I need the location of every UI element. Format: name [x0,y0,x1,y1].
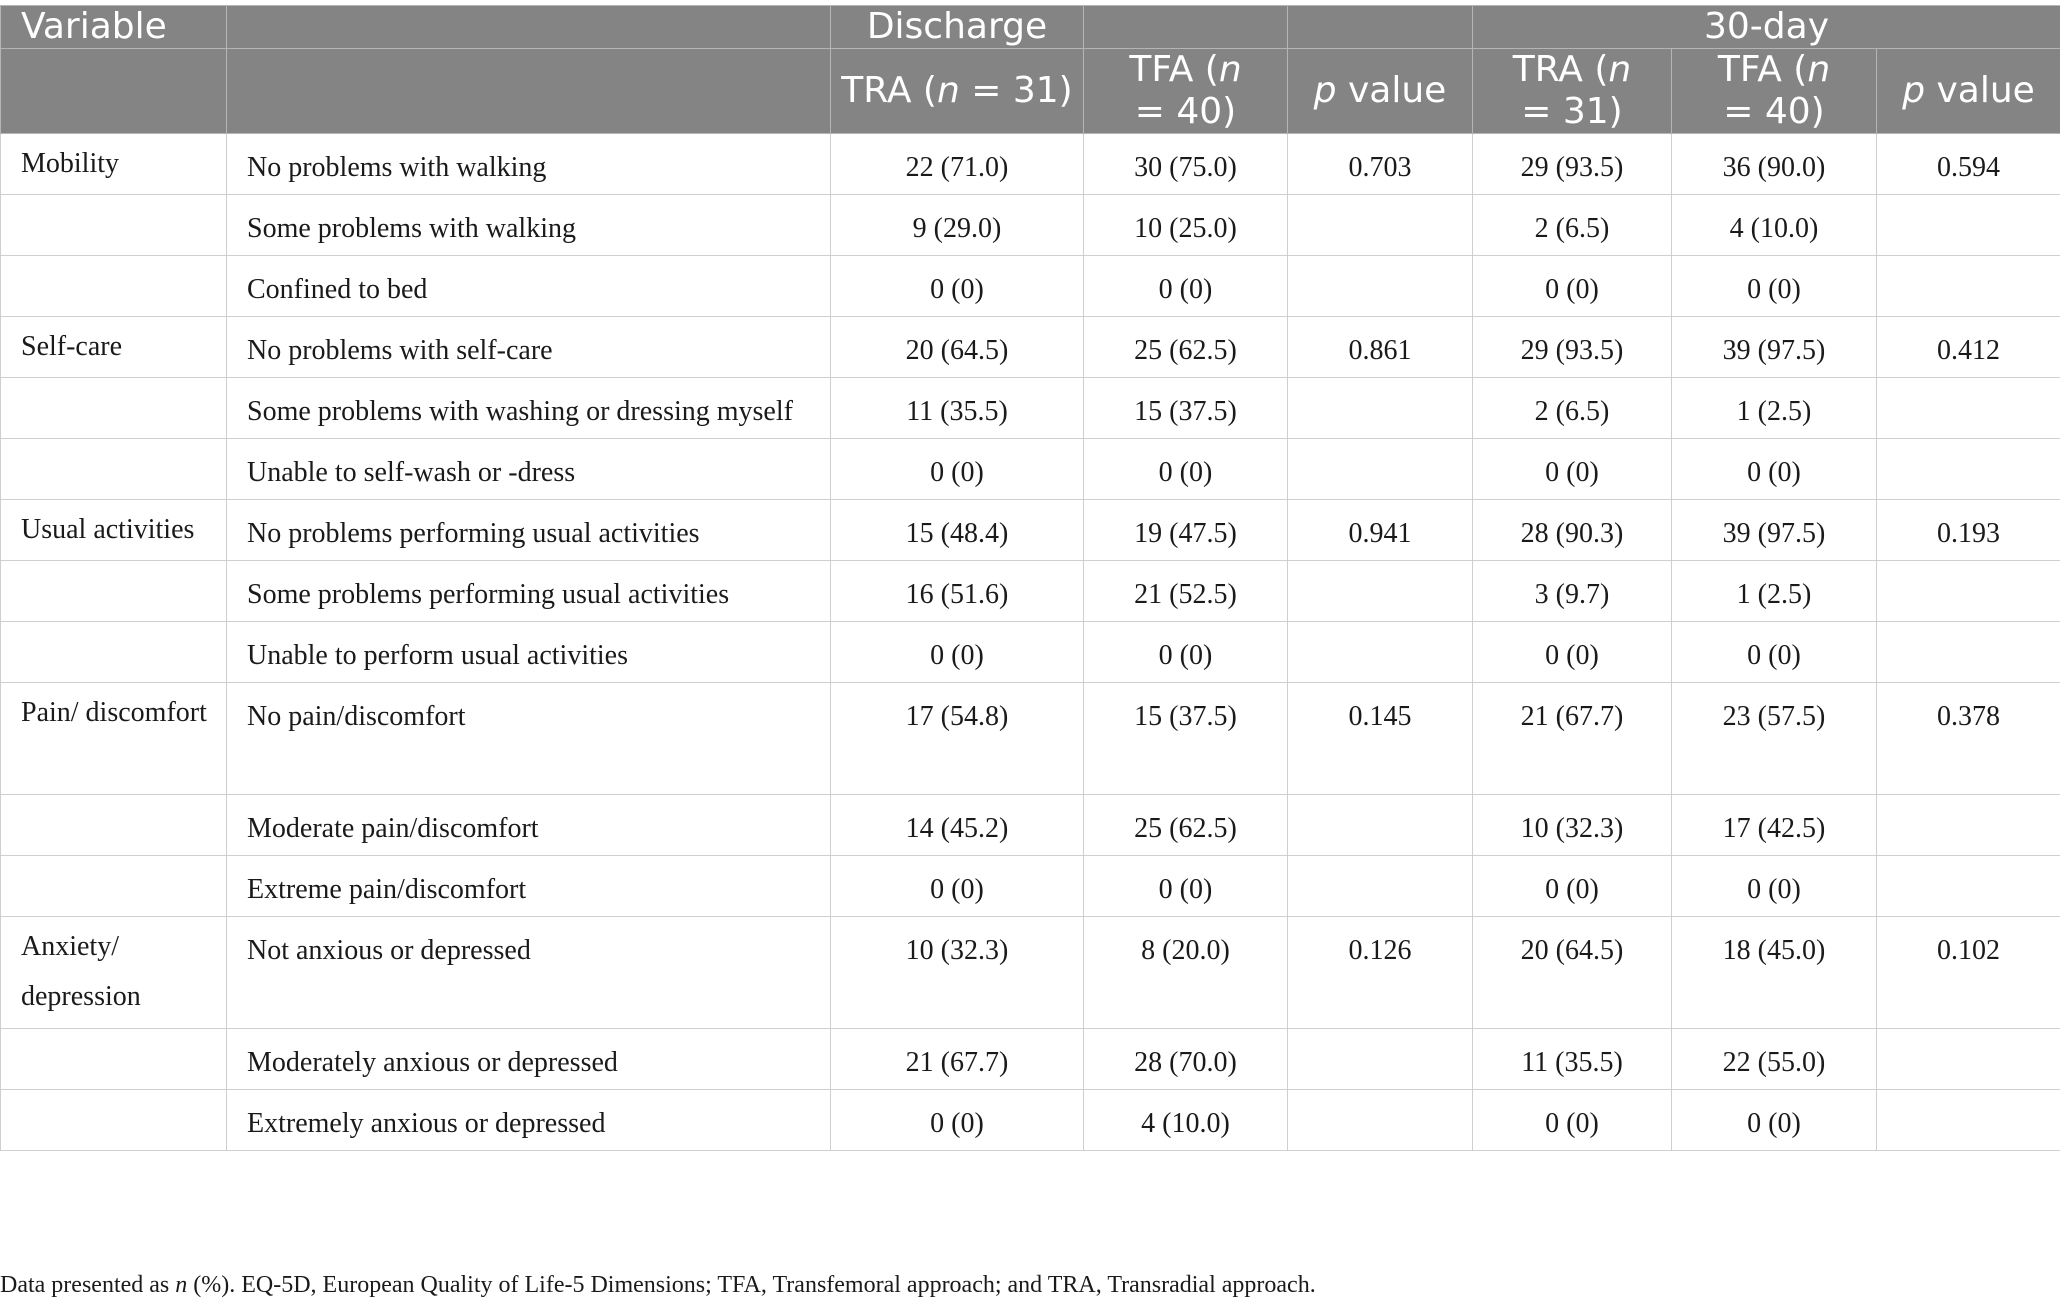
variable-cell [1,1090,227,1151]
category-cell: No problems with self-care [227,317,831,378]
blank-header [1,49,227,134]
category-cell: No problems performing usual activities [227,500,831,561]
tfa-30-cell: 39 (97.5) [1672,317,1877,378]
tra-discharge-cell: 0 (0) [831,1090,1084,1151]
table-row [1,195,2060,256]
variable-cell [1,378,227,439]
variable-cell: Self-care [1,317,227,378]
category-cell: Some problems performing usual activities [227,561,831,622]
p-30-cell [1877,1090,2060,1151]
tra-discharge-cell: 15 (48.4) [831,500,1084,561]
category-cell: Some problems with washing or dressing myself [227,378,831,439]
tfa-30-label: TFA (n = 40) [1717,49,1831,132]
tra-30-cell: 0 (0) [1473,856,1672,917]
variable-cell [1,256,227,317]
category-cell: Confined to bed [227,256,831,317]
p-discharge-header [1288,49,1473,134]
p-30-cell [1877,439,2060,500]
tra-discharge-cell: 20 (64.5) [831,317,1084,378]
tfa-30-cell: 0 (0) [1672,256,1877,317]
table-row [1,1090,2060,1151]
tfa-30-cell: 4 (10.0) [1672,195,1877,256]
variable-cell: Mobility [1,134,227,195]
header-row-groups [1,6,2060,49]
table-row [1,1029,2060,1090]
tra-30-cell: 21 (67.7) [1473,683,1672,795]
tra-discharge-cell: 0 (0) [831,622,1084,683]
tra-30-cell: 28 (90.3) [1473,500,1672,561]
table-row [1,795,2060,856]
tfa-discharge-cell: 25 (62.5) [1084,795,1288,856]
discharge-header-span [1288,6,1473,49]
table-row [1,561,2060,622]
tfa-discharge-cell: 25 (62.5) [1084,317,1288,378]
variable-cell: Usual activities [1,500,227,561]
variable-cell [1,561,227,622]
tra-30-cell: 10 (32.3) [1473,795,1672,856]
p-30-cell [1877,856,2060,917]
variable-cell [1,1029,227,1090]
tra-discharge-cell: 16 (51.6) [831,561,1084,622]
tra-discharge-cell: 0 (0) [831,439,1084,500]
tra-30-cell: 3 (9.7) [1473,561,1672,622]
tra-discharge-cell: 14 (45.2) [831,795,1084,856]
p-discharge-cell: 0.145 [1288,683,1473,795]
tfa-discharge-header [1084,49,1288,134]
tfa-30-cell: 0 (0) [1672,856,1877,917]
tra-discharge-cell: 10 (32.3) [831,917,1084,1029]
p-discharge-cell: 0.703 [1288,134,1473,195]
p-discharge-cell [1288,856,1473,917]
p-discharge-cell [1288,561,1473,622]
table-body [1,134,2060,1151]
table-header [1,6,2060,134]
tfa-discharge-cell: 0 (0) [1084,439,1288,500]
table-row [1,134,2060,195]
p-discharge-cell [1288,1029,1473,1090]
p-30-cell [1877,622,2060,683]
tfa-30-cell: 0 (0) [1672,439,1877,500]
category-cell: Extreme pain/discomfort [227,856,831,917]
variable-cell: Anxiety/ depression [1,917,227,1029]
p-discharge-cell [1288,195,1473,256]
variable-cell [1,622,227,683]
blank-header [227,49,831,134]
category-cell: Not anxious or depressed [227,917,831,1029]
tfa-30-cell: 23 (57.5) [1672,683,1877,795]
table-row [1,439,2060,500]
category-cell: Unable to self-wash or -dress [227,439,831,500]
p-discharge-cell [1288,1090,1473,1151]
table-row [1,917,2060,1029]
category-cell: Extremely anxious or depressed [227,1090,831,1151]
tra-discharge-cell: 0 (0) [831,856,1084,917]
tfa-30-cell: 0 (0) [1672,622,1877,683]
tra-discharge-cell: 11 (35.5) [831,378,1084,439]
category-cell: No problems with walking [227,134,831,195]
variable-header: Variable [1,6,227,49]
p-30-cell [1877,561,2060,622]
p-30-cell [1877,795,2060,856]
p-discharge-cell: 0.941 [1288,500,1473,561]
tfa-30-cell: 1 (2.5) [1672,561,1877,622]
variable-cell [1,856,227,917]
p-30-cell [1877,1029,2060,1090]
tra-discharge-label: TRA (n = 31) [841,70,1073,111]
tfa-discharge-cell: 19 (47.5) [1084,500,1288,561]
category-cell: No pain/discomfort [227,683,831,795]
p-discharge-label: p value [1313,70,1447,111]
tfa-discharge-cell: 8 (20.0) [1084,917,1288,1029]
p-30-cell: 0.378 [1877,683,2060,795]
tfa-discharge-cell: 15 (37.5) [1084,683,1288,795]
table-row [1,856,2060,917]
tfa-discharge-cell: 0 (0) [1084,256,1288,317]
p-discharge-cell [1288,439,1473,500]
p-30-cell: 0.412 [1877,317,2060,378]
tra-30-cell: 20 (64.5) [1473,917,1672,1029]
tfa-discharge-cell: 10 (25.0) [1084,195,1288,256]
tfa-30-cell: 39 (97.5) [1672,500,1877,561]
tra-30-cell: 2 (6.5) [1473,195,1672,256]
variable-cell: Pain/ discomfort [1,683,227,795]
table-row [1,378,2060,439]
table-row [1,683,2060,795]
p-discharge-cell [1288,622,1473,683]
variable-cell [1,195,227,256]
tra-30-label: TRA (n = 31) [1512,49,1632,132]
p-30-header [1877,49,2060,134]
tfa-discharge-cell: 15 (37.5) [1084,378,1288,439]
tfa-discharge-cell: 28 (70.0) [1084,1029,1288,1090]
tra-30-cell: 0 (0) [1473,622,1672,683]
p-discharge-cell: 0.126 [1288,917,1473,1029]
tfa-30-cell: 0 (0) [1672,1090,1877,1151]
tra-30-cell: 29 (93.5) [1473,134,1672,195]
variable-cell [1,795,227,856]
day30-header: 30-day [1473,6,2060,49]
tfa-discharge-cell: 30 (75.0) [1084,134,1288,195]
tfa-discharge-cell: 0 (0) [1084,856,1288,917]
tra-30-cell: 2 (6.5) [1473,378,1672,439]
category-header [227,6,831,49]
tra-discharge-cell: 21 (67.7) [831,1029,1084,1090]
category-cell: Unable to perform usual activities [227,622,831,683]
tra-discharge-cell: 0 (0) [831,256,1084,317]
p-30-cell: 0.193 [1877,500,2060,561]
tra-discharge-cell: 17 (54.8) [831,683,1084,795]
tra-30-cell: 0 (0) [1473,439,1672,500]
header-row-columns [1,49,2060,134]
p-30-cell [1877,256,2060,317]
table-row [1,500,2060,561]
tfa-discharge-cell: 0 (0) [1084,622,1288,683]
p-discharge-cell [1288,795,1473,856]
p-discharge-cell: 0.861 [1288,317,1473,378]
category-cell: Moderate pain/discomfort [227,795,831,856]
tra-discharge-cell: 9 (29.0) [831,195,1084,256]
category-cell: Moderately anxious or depressed [227,1029,831,1090]
table-row [1,317,2060,378]
p-discharge-cell [1288,256,1473,317]
variable-cell [1,439,227,500]
table-row [1,256,2060,317]
tfa-30-cell: 1 (2.5) [1672,378,1877,439]
discharge-header: Discharge [831,6,1084,49]
category-cell: Some problems with walking [227,195,831,256]
p-30-cell: 0.594 [1877,134,2060,195]
tra-discharge-header [831,49,1084,134]
tra-30-cell: 29 (93.5) [1473,317,1672,378]
eq5d-results-table [0,5,2060,1151]
tra-discharge-cell: 22 (71.0) [831,134,1084,195]
tfa-30-cell: 17 (42.5) [1672,795,1877,856]
p-30-cell: 0.102 [1877,917,2060,1029]
p-30-label: p value [1902,70,2035,111]
tra-30-cell: 0 (0) [1473,1090,1672,1151]
tra-30-cell: 11 (35.5) [1473,1029,1672,1090]
tfa-discharge-label: TFA (n = 40) [1129,49,1242,132]
tfa-30-cell: 36 (90.0) [1672,134,1877,195]
table-footnote: Data presented as n (%). EQ-5D, European Quality of Life-5 Dimensions; TFA, Transfemoral approach; and TRA, Transradial approach. [0,1272,1316,1298]
discharge-header-span [1084,6,1288,49]
p-30-cell [1877,195,2060,256]
tfa-30-cell: 22 (55.0) [1672,1029,1877,1090]
tfa-30-header [1672,49,1877,134]
tfa-discharge-cell: 21 (52.5) [1084,561,1288,622]
tra-30-cell: 0 (0) [1473,256,1672,317]
p-discharge-cell [1288,378,1473,439]
tra-30-header [1473,49,1672,134]
tfa-discharge-cell: 4 (10.0) [1084,1090,1288,1151]
tfa-30-cell: 18 (45.0) [1672,917,1877,1029]
p-30-cell [1877,378,2060,439]
table-row [1,622,2060,683]
